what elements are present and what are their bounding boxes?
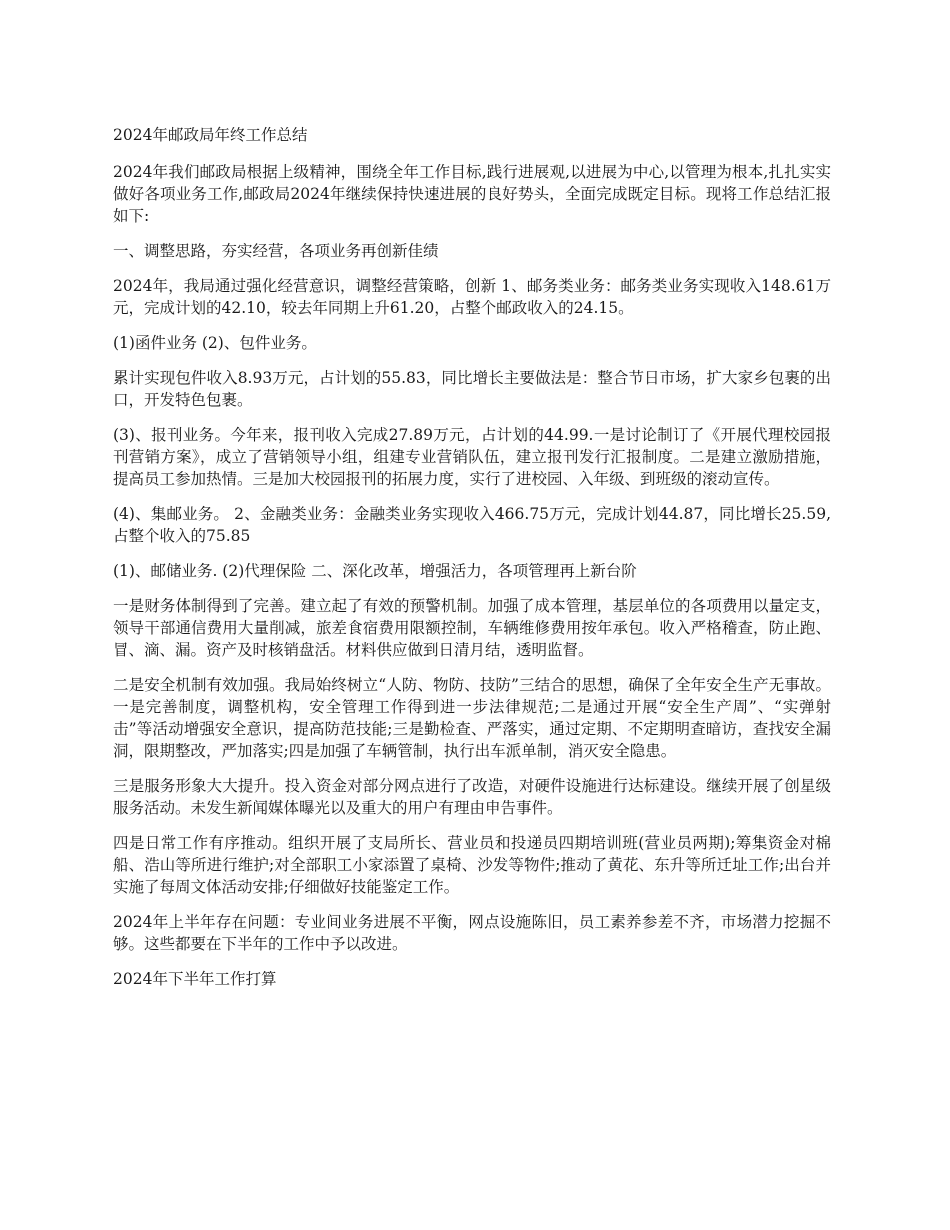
document-page: [113, 124, 831, 1003]
parcel-income-paragraph: 累计实现包件收入8.93万元，占计划的55.83，同比增长主要做法是：整合节日市场，扩大家乡包裹的出口，开发特色包裹。: [113, 369, 831, 409]
problems-paragraph: 2024年上半年存在问题：专业间业务进展不平衡，网点设施陈旧，员工素养参差不齐，市场潜力挖掘不够。这些都要在下半年的工作中予以改进。: [113, 913, 831, 953]
philately-finance-paragraph: (4)、集邮业务。 2、金融类业务：金融类业务实现收入466.75万元，完成计划44.87，同比增长25.59,占整个收入的75.85: [113, 505, 831, 545]
section-heading-1: 一、调整思路，夯实经营，各项业务再创新佳绩: [113, 242, 439, 260]
finance-system-paragraph: 一是财务体制得到了完善。建立起了有效的预警机制。加强了成本管理，基层单位的各项费用以量定支，领导干部通信费用大量削减，旅差食宿费用限额控制，车辆维修费用按年承包。收入严格稽查，防止跑、冒、滴、漏。资产及时核销盘活。材料供应做到日清月结，透明监督。: [113, 597, 831, 659]
intro-paragraph: 2024年我们邮政局根据上级精神，围绕全年工作目标,践行进展观,以进展为中心,以管理为根本,扎扎实实做好各项业务工作,邮政局2024年继续保持快速进展的良好势头，全面完成既定目标。现将工作总结汇报如下:: [113, 163, 831, 225]
savings-insurance-paragraph: (1)、邮储业务. (2)代理保险 二、深化改革，增强活力，各项管理再上新台阶: [113, 562, 637, 580]
service-image-paragraph: 三是服务形象大大提升。投入资金对部分网点进行了改造，对硬件设施进行达标建设。继续开展了创星级服务活动。未发生新闻媒体曝光以及重大的用户有理由申告事件。: [113, 777, 831, 817]
daily-work-paragraph: 四是日常工作有序推动。组织开展了支局所长、营业员和投递员四期培训班(营业员两期);筹集资金对棉船、浩山等所进行维护;对全部职工小家添置了桌椅、沙发等物件;推动了黄花、东升等所迁址工作;出台并实施了每周文体活动安排;仔细做好技能鉴定工作。: [113, 834, 831, 896]
safety-mechanism-paragraph: 二是安全机制有效加强。我局始终树立“人防、物防、技防”三结合的思想，确保了全年安全生产无事故。一是完善制度，调整机构，安全管理工作得到进一步法律规范;二是通过开展“安全生产周”、“实弹射击”等活动增强安全意识，提高防范技能;三是勤检查、严落实，通过定期、不定期明查暗访，查找安全漏洞，限期整改，严加落实;四是加强了车辆管制，执行出车派单制，消灭安全隐患。: [113, 676, 831, 760]
newspaper-business-paragraph: (3)、报刊业务。今年来，报刊收入完成27.89万元，占计划的44.99.一是讨论制订了《开展代理校园报刊营销方案》，成立了营销领导小组，组建专业营销队伍，建立报刊发行汇报制度。二是建立激励措施，提高员工参加热情。三是加大校园报刊的拓展力度，实行了进校园、入年级、到班级的滚动宣传。: [113, 426, 831, 488]
letter-parcel-paragraph: (1)函件业务 (2)、包件业务。: [113, 334, 317, 352]
document-title: 2024年邮政局年终工作总结: [113, 126, 308, 144]
second-half-plan-heading: 2024年下半年工作打算: [113, 970, 277, 988]
postal-business-paragraph: 2024年，我局通过强化经营意识，调整经营策略，创新 1、邮务类业务：邮务类业务实现收入148.61万元，完成计划的42.10，较去年同期上升61.20，占整个邮政收入的24.15。: [113, 277, 831, 317]
